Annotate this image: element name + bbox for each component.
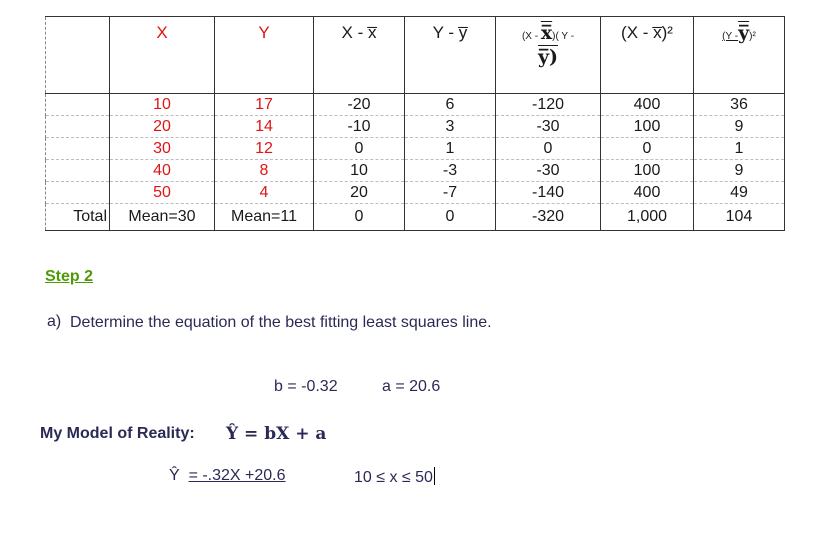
total-x-sq: 1,000: [601, 204, 694, 231]
model-label: My Model of Reality:: [40, 425, 195, 442]
header-y-sq-ybar: y̅: [738, 22, 750, 44]
header-x: X: [110, 17, 215, 94]
text-cursor: [434, 467, 435, 485]
intercept-value: a = 20.6: [382, 378, 441, 395]
model-equation: Ŷ = bX + a: [226, 424, 327, 444]
cell-x-sq: 400: [601, 94, 694, 116]
cell-x: 40: [110, 160, 215, 182]
cell-y: 14: [215, 116, 314, 138]
cell-y-sq: 9: [694, 160, 785, 182]
cell-x: 10: [110, 94, 215, 116]
cell-y-dev: 1: [405, 138, 496, 160]
header-y-sq-prefix: (Y -: [722, 31, 739, 42]
domain-range-text: 10 ≤ x ≤ 50: [354, 469, 433, 486]
total-product: -320: [496, 204, 601, 231]
cell-product: 0: [496, 138, 601, 160]
header-blank: [46, 17, 110, 94]
cell-x-sq: 100: [601, 116, 694, 138]
question-text: Determine the equation of the best fitting least squares line.: [70, 314, 492, 331]
cell-x-dev: -20: [314, 94, 405, 116]
cell-y-sq: 9: [694, 116, 785, 138]
total-x: Mean=30: [110, 204, 215, 231]
cell-x-sq: 0: [601, 138, 694, 160]
cell-y-dev: 3: [405, 116, 496, 138]
table-total-row: [46, 204, 785, 231]
total-y-dev: 0: [405, 204, 496, 231]
cell-x: 50: [110, 182, 215, 204]
table-row: [46, 160, 785, 182]
header-y-dev-label: Y - y̅: [432, 23, 468, 42]
header-y-sq-suffix: )²: [749, 31, 756, 42]
cell-x-sq: 100: [601, 160, 694, 182]
header-y-dev: [405, 17, 496, 94]
table-row: [46, 138, 785, 160]
domain-range[interactable]: [354, 467, 435, 487]
cell-y: 17: [215, 94, 314, 116]
header-x-sq-label: (X - x̅)²: [621, 23, 673, 42]
table-row: [46, 182, 785, 204]
header-y-sq: [694, 17, 785, 94]
header-x-dev: [314, 17, 405, 94]
cell-y-dev: -7: [405, 182, 496, 204]
cell-y-sq: 1: [694, 138, 785, 160]
header-x-dev-label: X - x̅: [341, 23, 377, 42]
cell-product: -30: [496, 116, 601, 138]
header-x-sq: [601, 17, 694, 94]
cell-y: 4: [215, 182, 314, 204]
cell-product: -30: [496, 160, 601, 182]
header-product-suffix: )( Y -: [552, 31, 575, 42]
total-y: Mean=11: [215, 204, 314, 231]
cell-x-dev: 20: [314, 182, 405, 204]
cell-x-sq: 400: [601, 182, 694, 204]
total-x-dev: 0: [314, 204, 405, 231]
cell-x: 30: [110, 138, 215, 160]
table-header-row: [46, 17, 785, 94]
table-row: [46, 116, 785, 138]
step-heading: Step 2: [45, 268, 94, 285]
header-product-xbar: x̅: [540, 22, 553, 44]
header-product-prefix: (X -: [521, 31, 541, 42]
cell-y-dev: -3: [405, 160, 496, 182]
cell-y-sq: 49: [694, 182, 785, 204]
cell-y-dev: 6: [405, 94, 496, 116]
cell-x-dev: -10: [314, 116, 405, 138]
table-row: [46, 94, 785, 116]
header-product: [496, 17, 601, 94]
total-label: Total: [46, 204, 110, 231]
cell-y: 8: [215, 160, 314, 182]
total-y-sq: 104: [694, 204, 785, 231]
fitted-rhs: = -.32X +20.6: [188, 467, 286, 484]
cell-x-dev: 0: [314, 138, 405, 160]
header-product-ybar: y̅): [537, 46, 559, 68]
header-y: Y: [215, 17, 314, 94]
cell-x-dev: 10: [314, 160, 405, 182]
question-letter: a): [47, 313, 62, 330]
cell-product: -120: [496, 94, 601, 116]
cell-product: -140: [496, 182, 601, 204]
fitted-equation[interactable]: [169, 467, 286, 485]
fitted-lhs: Ŷ: [169, 467, 180, 484]
cell-x: 20: [110, 116, 215, 138]
slope-value: b = -0.32: [274, 378, 338, 395]
cell-y-sq: 36: [694, 94, 785, 116]
cell-y: 12: [215, 138, 314, 160]
data-table: [45, 16, 785, 231]
